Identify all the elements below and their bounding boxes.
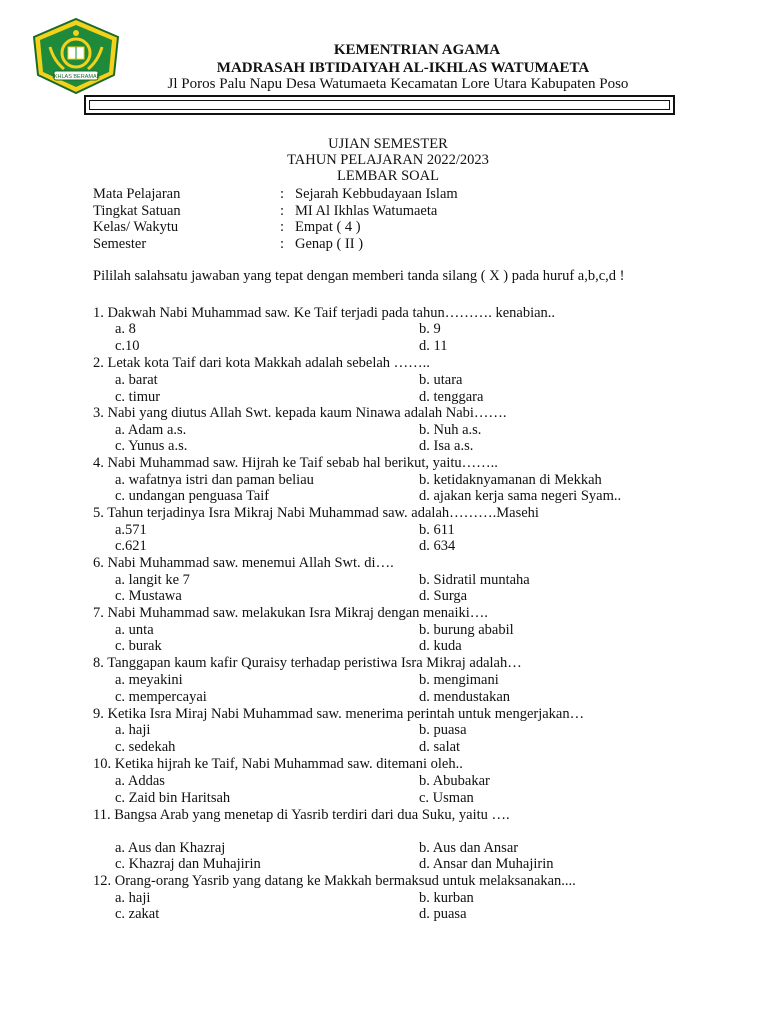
logo-ribbon-text: IKHLAS BERAMAL <box>52 74 100 80</box>
header-divider <box>84 95 675 115</box>
option-d: d. puasa <box>419 906 467 922</box>
info-value: Genap ( II ) <box>295 236 364 252</box>
info-label: Tingkat Satuan <box>93 203 181 219</box>
option-a: a. haji <box>115 722 151 738</box>
option-a: a. Addas <box>115 773 165 789</box>
option-b: b. Sidratil muntaha <box>419 572 530 588</box>
option-c: c. mempercayai <box>115 689 207 705</box>
option-d: c. Usman <box>419 790 474 806</box>
option-b: b. utara <box>419 372 463 388</box>
option-a: a. barat <box>115 372 158 388</box>
question-5: 5. Tahun terjadinya Isra Mikraj Nabi Muhammad saw. adalah……….Masehi <box>93 505 539 521</box>
instruction: Pililah salahsatu jawaban yang tepat dengan memberi tanda silang ( X ) pada huruf a,b,c,d ! <box>93 268 625 284</box>
info-label: Kelas/ Wakytu <box>93 219 179 235</box>
option-b: b. mengimani <box>419 672 499 688</box>
option-a: a.571 <box>115 522 147 538</box>
option-a: a. meyakini <box>115 672 183 688</box>
option-d: d. mendustakan <box>419 689 511 705</box>
option-d: d. salat <box>419 739 461 755</box>
exam-title: UJIAN SEMESTER <box>328 136 448 152</box>
question-1: 1. Dakwah Nabi Muhammad saw. Ke Taif terjadi pada tahun………. kenabian.. <box>93 305 556 321</box>
option-b: b. puasa <box>419 722 467 738</box>
exam-sheet: LEMBAR SOAL <box>337 168 439 184</box>
option-c: c. burak <box>115 638 162 654</box>
option-c: c. sedekah <box>115 739 176 755</box>
info-value: Empat ( 4 ) <box>295 219 361 235</box>
ministry-title: KEMENTRIAN AGAMA <box>333 42 501 58</box>
question-2: 2. Letak kota Taif dari kota Makkah adalah sebelah …….. <box>93 355 430 371</box>
exam-year: TAHUN PELAJARAN 2022/2023 <box>287 152 489 168</box>
option-a: a. 8 <box>115 321 136 337</box>
option-c: c. Zaid bin Haritsah <box>115 790 231 806</box>
option-d: d. Ansar dan Muhajirin <box>419 856 554 872</box>
info-value: Sejarah Kebbudayaan Islam <box>295 186 458 202</box>
option-d: d. kuda <box>419 638 462 654</box>
option-c: c. undangan penguasa Taif <box>115 488 270 504</box>
info-colon: : <box>280 219 285 235</box>
question-4: 4. Nabi Muhammad saw. Hijrah ke Taif sebab hal berikut, yaitu…….. <box>93 455 498 471</box>
option-d: d. tenggara <box>419 389 484 405</box>
question-3: 3. Nabi yang diutus Allah Swt. kepada kaum Ninawa adalah Nabi……. <box>93 405 507 421</box>
option-a: a. Aus dan Khazraj <box>115 840 226 856</box>
option-a: a. unta <box>115 622 154 638</box>
info-value: MI Al Ikhlas Watumaeta <box>295 203 438 219</box>
school-title: MADRASAH IBTIDAIYAH AL-IKHLAS WATUMAETA <box>216 60 590 76</box>
info-colon: : <box>280 186 285 202</box>
option-b: b. ketidaknyamanan di Mekkah <box>419 472 602 488</box>
info-label: Mata Pelajaran <box>93 186 181 202</box>
option-b: b. Nuh a.s. <box>419 422 482 438</box>
option-a: a. Adam a.s. <box>115 422 187 438</box>
option-c: c.10 <box>115 338 140 354</box>
option-c: c. Mustawa <box>115 588 182 604</box>
option-b: b. Abubakar <box>419 773 490 789</box>
option-b: b. 9 <box>419 321 441 337</box>
option-a: a. wafatnya istri dan paman beliau <box>115 472 314 488</box>
option-b: b. 611 <box>419 522 455 538</box>
question-11: 11. Bangsa Arab yang menetap di Yasrib terdiri dari dua Suku, yaitu …. <box>93 807 510 823</box>
question-6: 6. Nabi Muhammad saw. menemui Allah Swt. di…. <box>93 555 394 571</box>
option-d: d. Surga <box>419 588 468 604</box>
option-d: d. Isa a.s. <box>419 438 474 454</box>
info-label: Semester <box>93 236 147 252</box>
option-b: b. burung ababil <box>419 622 514 638</box>
option-d: d. ajakan kerja sama negeri Syam.. <box>419 488 622 504</box>
question-10: 10. Ketika hijrah ke Taif, Nabi Muhammad saw. ditemani oleh.. <box>93 756 463 772</box>
option-c: c. timur <box>115 389 161 405</box>
option-b: b. Aus dan Ansar <box>419 840 519 856</box>
option-c: c. zakat <box>115 906 160 922</box>
question-8: 8. Tanggapan kaum kafir Quraisy terhadap peristiwa Isra Mikraj adalah… <box>93 655 522 671</box>
option-a: a. haji <box>115 890 151 906</box>
option-d: d. 634 <box>419 538 456 554</box>
option-c: c.621 <box>115 538 147 554</box>
question-7: 7. Nabi Muhammad saw. melakukan Isra Mikraj dengan menaiki…. <box>93 605 488 621</box>
option-a: a. langit ke 7 <box>115 572 190 588</box>
info-colon: : <box>280 236 285 252</box>
option-c: c. Khazraj dan Muhajirin <box>115 856 261 872</box>
option-c: c. Yunus a.s. <box>115 438 188 454</box>
option-d: d. 11 <box>419 338 448 354</box>
question-12: 12. Orang-orang Yasrib yang datang ke Makkah bermaksud untuk melaksanakan.... <box>93 873 576 889</box>
info-colon: : <box>280 203 285 219</box>
question-9: 9. Ketika Isra Miraj Nabi Muhammad saw. menerima perintah untuk mengerjakan… <box>93 706 585 722</box>
option-b: b. kurban <box>419 890 474 906</box>
school-address: Jl Poros Palu Napu Desa Watumaeta Kecamatan Lore Utara Kabupaten Poso <box>167 76 629 92</box>
